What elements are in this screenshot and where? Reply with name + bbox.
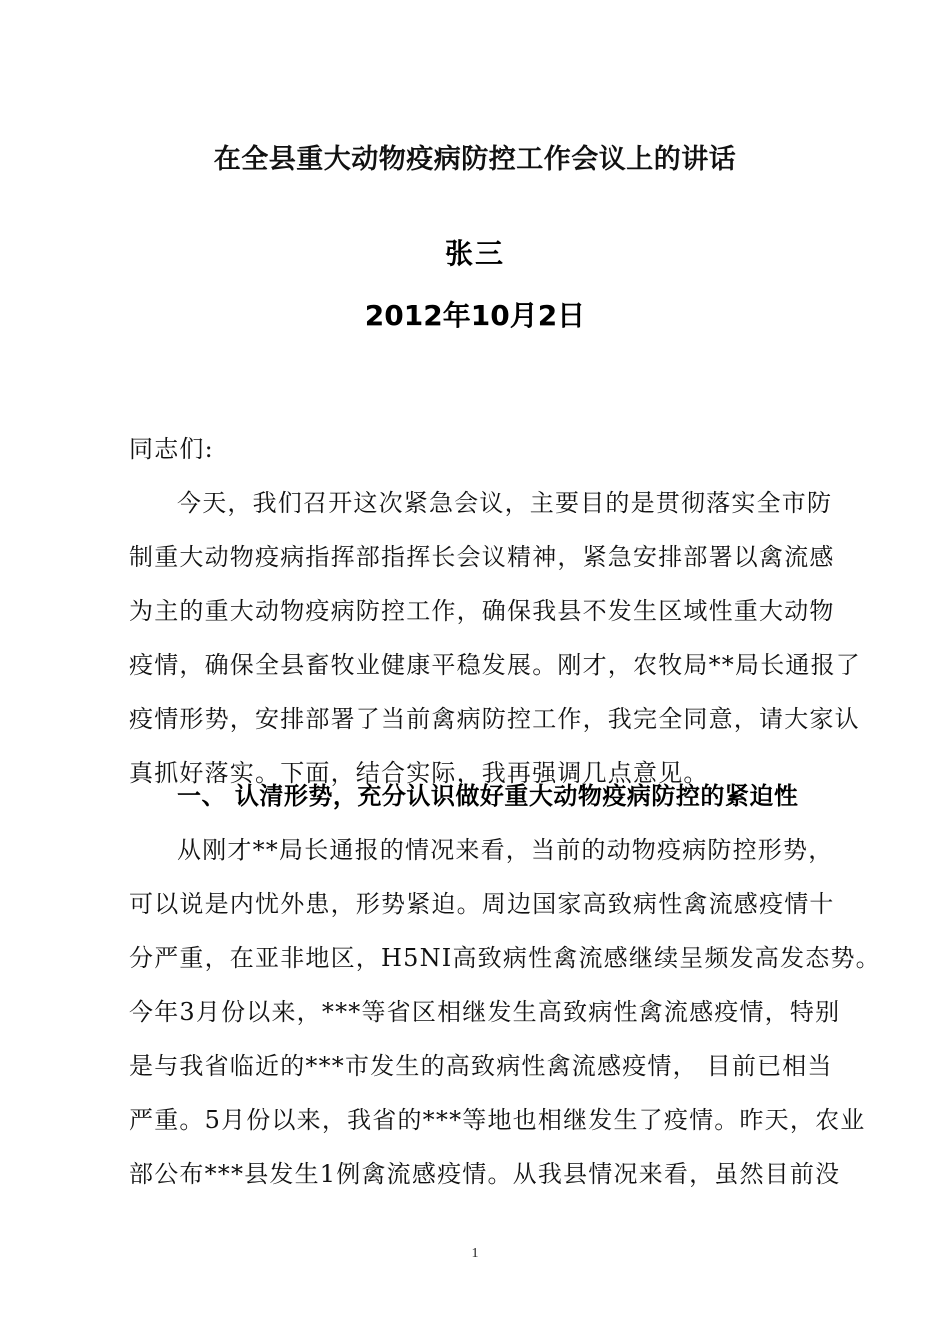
paragraph-line: 可以说是内忧外患，形势紧迫。周边国家高致病性禽流感疫情十 [129,890,835,918]
paragraph-line: 疫情形势，安排部署了当前禽病防控工作，我完全同意，请大家认 [129,705,860,733]
date-text: 2012年10月2日 [364,299,586,332]
page-number: 1 [471,1246,479,1261]
author-name: 张三 [444,237,505,270]
greeting-text: 同志们: [129,435,214,463]
paragraph-line: 今年3月份以来，***等省区相继发生高致病性禽流感疫情，特别 [129,998,841,1026]
paragraph-line: 是与我省临近的***市发生的高致病性禽流感疫情， 目前已相当 [129,1052,833,1080]
section-heading-1: 一、 认清形势，充分认识做好重大动物疫病防控的紧迫性 [177,782,799,810]
paragraph-line: 真抓好落实。下面，结合实际，我再强调几点意见。 [129,759,709,787]
paragraph-intro [129,476,861,800]
paragraph-line: 分严重，在亚非地区，H5NI高致病性禽流感继续呈频发高发态势。 [129,944,881,972]
speech-title: 在全县重大动物疫病防控工作会议上的讲话 [213,144,737,175]
paragraph-line: 制重大动物疫病指挥部指挥长会议精神，紧急安排部署以禽流感 [129,543,835,571]
paragraph-line: 今天，我们召开这次紧急会议，主要目的是贯彻落实全市防 [177,489,833,517]
paragraph-line: 从刚才**局长通报的情况来看，当前的动物疫病防控形势， [177,836,834,864]
paragraph-situation [129,823,881,1201]
paragraph-line: 为主的重大动物疫病防控工作，确保我县不发生区域性重大动物 [129,597,835,625]
paragraph-line: 部公布***县发生1例禽流感疫情。从我县情况来看，虽然目前没 [129,1160,841,1188]
speech-date [0,296,950,336]
greeting [129,422,849,476]
paragraph-line: 严重。5月份以来，我省的***等地也相继发生了疫情。昨天，农业 [129,1106,866,1134]
paragraph-line: 疫情，确保全县畜牧业健康平稳发展。刚才，农牧局**局长通报了 [129,651,861,679]
